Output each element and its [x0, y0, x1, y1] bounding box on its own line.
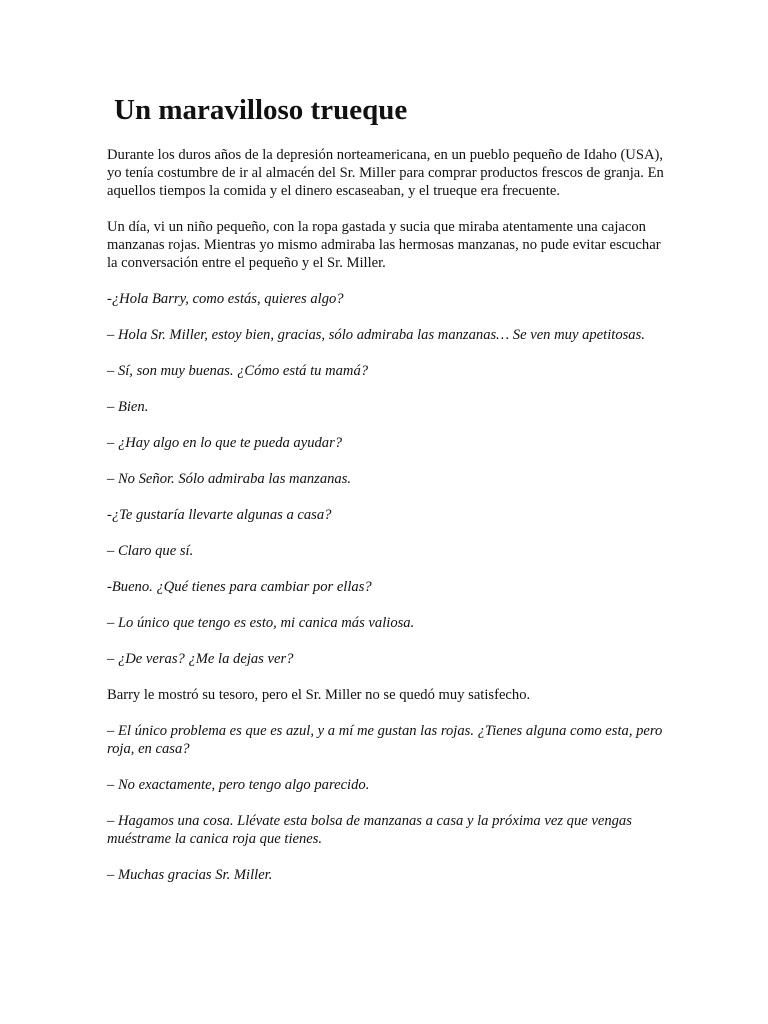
- dialogue-line: – No exactamente, pero tengo algo parecido.: [107, 777, 370, 793]
- document-title: Un maravilloso trueque: [114, 94, 408, 126]
- dialogue-line: – Claro que sí.: [107, 543, 194, 559]
- dialogue-line: – Hola Sr. Miller, estoy bien, gracias, sólo admiraba las manzanas… Se ven muy apetitosas.: [107, 327, 645, 343]
- narration-paragraph: Un día, vi un niño pequeño, con la ropa gastada y sucia que miraba atentamente una cajacon manzanas rojas. Mientras yo mismo admiraba las hermosas manzanas, no pude evitar escuchar la conversación entre el pequeño y el Sr. Miller.: [107, 219, 661, 271]
- dialogue-line: – ¿De veras? ¿Me la dejas ver?: [107, 651, 294, 667]
- dialogue-line: – Lo único que tengo es esto, mi canica más valiosa.: [107, 615, 415, 631]
- dialogue-line: – Sí, son muy buenas. ¿Cómo está tu mamá?: [107, 363, 369, 379]
- narration-paragraph: Durante los duros años de la depresión norteamericana, en un pueblo pequeño de Idaho (USA), yo tenía costumbre de ir al almacén del Sr. Miller para comprar productos frescos de granja. En aquellos tiempos la comida y el dinero escaseaban, y el trueque era frecuente.: [107, 147, 664, 199]
- dialogue-line: – Bien.: [107, 399, 149, 415]
- dialogue-line: -¿Te gustaría llevarte algunas a casa?: [107, 507, 332, 523]
- narration-paragraph: Barry le mostró su tesoro, pero el Sr. Miller no se quedó muy satisfecho.: [107, 687, 531, 703]
- document-body: [107, 146, 667, 902]
- dialogue-line: – El único problema es que es azul, y a mí me gustan las rojas. ¿Tienes alguna como esta, pero roja, en casa?: [107, 723, 663, 757]
- dialogue-line: – Hagamos una cosa. Llévate esta bolsa de manzanas a casa y la próxima vez que vengas muéstrame la canica roja que tienes.: [107, 813, 632, 847]
- dialogue-line: -Bueno. ¿Qué tienes para cambiar por ellas?: [107, 579, 372, 595]
- dialogue-line: -¿Hola Barry, como estás, quieres algo?: [107, 291, 344, 307]
- dialogue-line: – ¿Hay algo en lo que te pueda ayudar?: [107, 435, 343, 451]
- dialogue-line: – No Señor. Sólo admiraba las manzanas.: [107, 471, 352, 487]
- dialogue-line: – Muchas gracias Sr. Miller.: [107, 867, 273, 883]
